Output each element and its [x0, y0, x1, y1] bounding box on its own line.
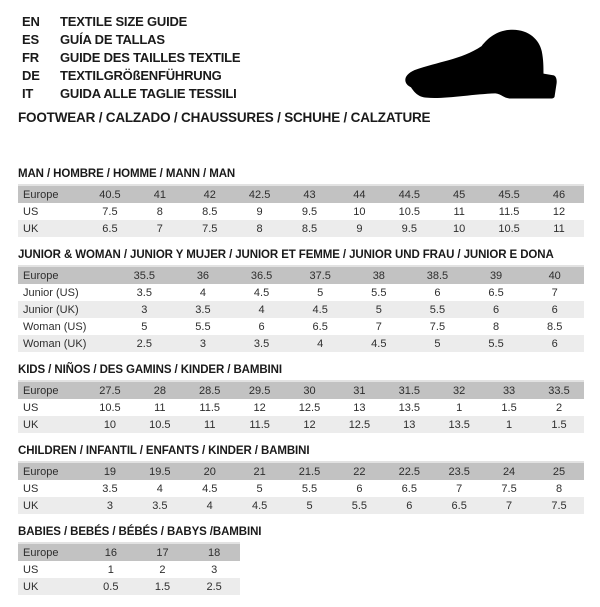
- language-row-en: [22, 13, 240, 31]
- size-value-cell: 20: [203, 465, 216, 478]
- size-value-cell: 4.5: [371, 337, 387, 350]
- table-row: [18, 381, 584, 399]
- size-value-cell: 9.5: [401, 222, 417, 235]
- size-value-cell: 5.5: [351, 499, 368, 512]
- size-value-cell: 3.5: [195, 303, 211, 316]
- size-value-cell: 12: [552, 205, 566, 218]
- size-value-cell: 8: [493, 320, 500, 333]
- size-value-cell: 6: [551, 337, 558, 350]
- size-value-cell: 6: [434, 286, 441, 299]
- size-value-cell: 2.5: [136, 337, 152, 350]
- size-value-cell: 6.5: [401, 482, 417, 495]
- table-row: [18, 335, 584, 352]
- size-value-cell: 33: [502, 384, 516, 397]
- language-code: EN: [22, 14, 40, 29]
- size-table-kids: [18, 380, 584, 433]
- row-label: Junior (US): [23, 286, 79, 299]
- size-value-cell: 5.5: [301, 482, 318, 495]
- size-value-cell: 1.5: [551, 418, 567, 431]
- size-value-cell: 7: [156, 222, 163, 235]
- size-value-cell: 28: [153, 384, 166, 397]
- row-label: Europe: [23, 384, 59, 397]
- table-row: [18, 561, 240, 578]
- size-table-section-man: [18, 168, 584, 237]
- size-value-cell: 11.5: [498, 205, 520, 218]
- row-label: US: [23, 482, 39, 495]
- size-value-cell: 21: [253, 465, 266, 478]
- row-label: UK: [23, 499, 39, 512]
- size-value-cell: 32: [453, 384, 466, 397]
- size-value-cell: 5: [317, 286, 324, 299]
- size-table-children: [18, 461, 584, 514]
- size-value-cell: 9: [356, 222, 363, 235]
- size-value-cell: 18: [208, 546, 221, 559]
- size-value-cell: 1: [506, 418, 513, 431]
- size-value-cell: 40: [548, 269, 561, 282]
- size-value-cell: 38: [372, 269, 385, 282]
- size-value-cell: 5.5: [429, 303, 446, 316]
- size-value-cell: 3.5: [102, 482, 118, 495]
- size-value-cell: 7: [456, 482, 463, 495]
- table-row: [18, 284, 584, 301]
- size-value-cell: 5: [434, 337, 441, 350]
- size-value-cell: 5.5: [371, 286, 387, 299]
- size-value-cell: 13: [403, 418, 416, 431]
- size-value-cell: 29.5: [248, 384, 271, 397]
- size-value-cell: 4.5: [202, 482, 218, 495]
- size-value-cell: 2: [555, 401, 563, 414]
- size-value-cell: 8: [256, 222, 263, 235]
- size-value-cell: 8.5: [202, 205, 218, 218]
- size-value-cell: 4.5: [251, 499, 268, 512]
- size-value-cell: 39: [489, 269, 503, 282]
- size-value-cell: 4: [199, 286, 206, 299]
- size-value-cell: 7.5: [102, 205, 118, 218]
- size-value-cell: 13.5: [398, 401, 420, 414]
- size-value-cell: 44: [353, 188, 366, 201]
- size-value-cell: 1.5: [501, 401, 517, 414]
- size-value-cell: 8.5: [547, 320, 563, 333]
- size-value-cell: 4.5: [253, 286, 270, 299]
- table-row: [18, 480, 584, 497]
- size-table-section-kids: [18, 364, 584, 433]
- row-label: US: [23, 205, 39, 218]
- size-value-cell: 7.5: [202, 222, 218, 235]
- size-value-cell: 5: [256, 482, 263, 495]
- size-value-cell: 9.5: [301, 205, 318, 218]
- size-value-cell: 3: [199, 337, 206, 350]
- size-value-cell: 35.5: [133, 269, 156, 282]
- size-value-cell: 6.5: [102, 222, 118, 235]
- size-value-cell: 12.5: [298, 401, 321, 414]
- size-value-cell: 12: [303, 418, 316, 431]
- table-row: [18, 301, 584, 318]
- size-value-cell: 7: [551, 286, 558, 299]
- size-value-cell: 11: [553, 222, 565, 235]
- size-value-cell: 6: [356, 482, 363, 495]
- size-value-cell: 5: [306, 499, 313, 512]
- size-value-cell: 4: [156, 482, 163, 495]
- size-value-cell: 22.5: [398, 465, 420, 478]
- size-value-cell: 6.5: [312, 320, 328, 333]
- row-label: US: [23, 401, 39, 414]
- language-row-it: [22, 85, 240, 103]
- language-code: IT: [22, 86, 34, 101]
- row-label: Europe: [23, 188, 59, 201]
- language-row-fr: [22, 49, 240, 67]
- size-value-cell: 2: [159, 563, 166, 576]
- size-table-section-children: [18, 445, 584, 514]
- row-label: US: [23, 563, 39, 576]
- language-list: [22, 13, 240, 103]
- size-value-cell: 45.5: [498, 188, 520, 201]
- size-value-cell: 10.5: [99, 401, 121, 414]
- size-value-cell: 13: [353, 401, 366, 414]
- size-value-cell: 6: [493, 303, 500, 316]
- size-value-cell: 7.5: [501, 482, 517, 495]
- size-value-cell: 30: [303, 384, 316, 397]
- size-value-cell: 4: [258, 303, 265, 316]
- size-value-cell: 12: [253, 401, 266, 414]
- language-code: FR: [22, 50, 39, 65]
- row-label: Woman (UK): [23, 337, 87, 350]
- table-row: [18, 220, 584, 237]
- size-value-cell: 9: [256, 205, 263, 218]
- category-title: FOOTWEAR / CALZADO / CHAUSSURES / SCHUHE / CALZATURE: [18, 110, 431, 125]
- size-value-cell: 31.5: [398, 384, 420, 397]
- language-title: GUIDE DES TAILLES TEXTILE: [60, 50, 241, 65]
- size-value-cell: 5.5: [488, 337, 504, 350]
- size-value-cell: 1.5: [154, 580, 171, 593]
- row-label: UK: [23, 222, 39, 235]
- size-value-cell: 33.5: [548, 384, 570, 397]
- size-value-cell: 36: [196, 269, 210, 282]
- size-value-cell: 4.5: [312, 303, 328, 316]
- size-value-cell: 3: [106, 499, 113, 512]
- size-value-cell: 8.5: [301, 222, 318, 235]
- size-value-cell: 10.5: [398, 205, 420, 218]
- size-value-cell: 4: [206, 499, 213, 512]
- size-value-cell: 24: [502, 465, 516, 478]
- size-value-cell: 28.5: [199, 384, 221, 397]
- size-value-cell: 11.5: [249, 418, 270, 431]
- size-value-cell: 5: [375, 303, 382, 316]
- size-value-cell: 2.5: [206, 580, 222, 593]
- language-row-de: [22, 67, 240, 85]
- size-value-cell: 10: [353, 205, 366, 218]
- table-row: [18, 266, 584, 284]
- size-value-cell: 17: [156, 546, 169, 559]
- size-value-cell: 3.5: [253, 337, 270, 350]
- size-value-cell: 11: [204, 418, 216, 431]
- language-code: ES: [22, 32, 39, 47]
- language-title: TEXTILE SIZE GUIDE: [60, 14, 188, 29]
- row-label: Europe: [23, 269, 59, 282]
- table-title: JUNIOR & WOMAN / JUNIOR Y MUJER / JUNIOR ET FEMME / JUNIOR UND FRAU / JUNIOR E DONA: [18, 249, 554, 261]
- size-value-cell: 10.5: [149, 418, 171, 431]
- size-value-cell: 5.5: [195, 320, 211, 333]
- row-label: UK: [23, 418, 39, 431]
- table-title: KIDS / NIÑOS / DES GAMINS / KINDER / BAMBINI: [18, 364, 282, 376]
- size-value-cell: 10: [103, 418, 117, 431]
- size-value-cell: 3.5: [152, 499, 168, 512]
- table-row: [18, 185, 584, 203]
- table-row: [18, 399, 584, 416]
- size-value-cell: 19: [103, 465, 117, 478]
- table-title: CHILDREN / INFANTIL / ENFANTS / KINDER / BAMBINI: [18, 445, 310, 457]
- size-table-man: [18, 184, 584, 237]
- size-value-cell: 16: [104, 546, 117, 559]
- language-code: DE: [22, 68, 40, 83]
- table-row: [18, 462, 584, 480]
- size-table-babies: [18, 542, 240, 595]
- table-title: BABIES / BEBÉS / BÉBÉS / BABYS /BAMBINI: [18, 526, 262, 538]
- table-row: [18, 416, 584, 433]
- size-value-cell: 6.5: [488, 286, 504, 299]
- size-value-cell: 41: [153, 188, 166, 201]
- row-label: UK: [23, 580, 39, 593]
- size-value-cell: 7: [506, 499, 513, 512]
- size-value-cell: 27.5: [99, 384, 121, 397]
- size-value-cell: 10.5: [498, 222, 520, 235]
- size-value-cell: 25: [552, 465, 566, 478]
- size-table-section-junior-woman: [18, 249, 584, 352]
- size-value-cell: 10: [453, 222, 466, 235]
- language-row-es: [22, 31, 240, 49]
- size-value-cell: 6: [551, 303, 558, 316]
- size-value-cell: 5: [141, 320, 148, 333]
- size-value-cell: 40.5: [99, 188, 121, 201]
- size-value-cell: 11.5: [199, 401, 221, 414]
- size-value-cell: 0.5: [103, 580, 119, 593]
- size-table-junior-woman: [18, 265, 584, 352]
- table-row: [18, 318, 584, 335]
- table-row: [18, 578, 240, 595]
- size-value-cell: 23.5: [448, 465, 470, 478]
- size-tables: [18, 168, 584, 607]
- size-value-cell: 43: [303, 188, 316, 201]
- row-label: Europe: [23, 465, 59, 478]
- table-title: MAN / HOMBRE / HOMME / MANN / MAN: [18, 168, 236, 180]
- size-value-cell: 8: [555, 482, 563, 495]
- size-value-cell: 11: [154, 401, 166, 414]
- size-value-cell: 12.5: [348, 418, 371, 431]
- size-value-cell: 3: [211, 563, 218, 576]
- size-value-cell: 42.5: [248, 188, 271, 201]
- size-value-cell: 11: [453, 205, 465, 218]
- table-row: [18, 543, 240, 561]
- size-value-cell: 42: [203, 188, 216, 201]
- size-value-cell: 8: [156, 205, 163, 218]
- size-value-cell: 37.5: [309, 269, 331, 282]
- language-title: GUÍA DE TALLAS: [60, 32, 165, 47]
- size-value-cell: 1: [456, 401, 463, 414]
- language-title: GUIDA ALLE TAGLIE TESSILI: [60, 86, 237, 101]
- size-value-cell: 46: [552, 188, 566, 201]
- size-value-cell: 44.5: [398, 188, 420, 201]
- size-table-section-babies: [18, 526, 584, 595]
- size-value-cell: 1: [107, 563, 114, 576]
- size-value-cell: 6: [258, 320, 265, 333]
- table-row: [18, 203, 584, 220]
- size-value-cell: 7.5: [551, 499, 567, 512]
- size-value-cell: 21.5: [298, 465, 321, 478]
- language-title: TEXTILGRÖßENFÜHRUNG: [60, 68, 222, 83]
- size-value-cell: 13.5: [448, 418, 470, 431]
- size-value-cell: 7: [375, 320, 382, 333]
- dress-shoe-silhouette-icon: [396, 22, 574, 108]
- size-value-cell: 6: [406, 499, 413, 512]
- size-value-cell: 4: [317, 337, 324, 350]
- size-value-cell: 45: [453, 188, 466, 201]
- row-label: Woman (US): [23, 320, 87, 333]
- row-label: Junior (UK): [23, 303, 79, 316]
- size-value-cell: 36.5: [250, 269, 273, 282]
- size-value-cell: 3: [141, 303, 148, 316]
- size-value-cell: 7.5: [429, 320, 446, 333]
- table-row: [18, 497, 584, 514]
- size-value-cell: 19.5: [149, 465, 171, 478]
- size-value-cell: 3.5: [136, 286, 152, 299]
- size-value-cell: 22: [353, 465, 366, 478]
- row-label: Europe: [23, 546, 59, 559]
- size-value-cell: 31: [353, 384, 366, 397]
- size-value-cell: 6.5: [451, 499, 467, 512]
- size-value-cell: 38.5: [426, 269, 449, 282]
